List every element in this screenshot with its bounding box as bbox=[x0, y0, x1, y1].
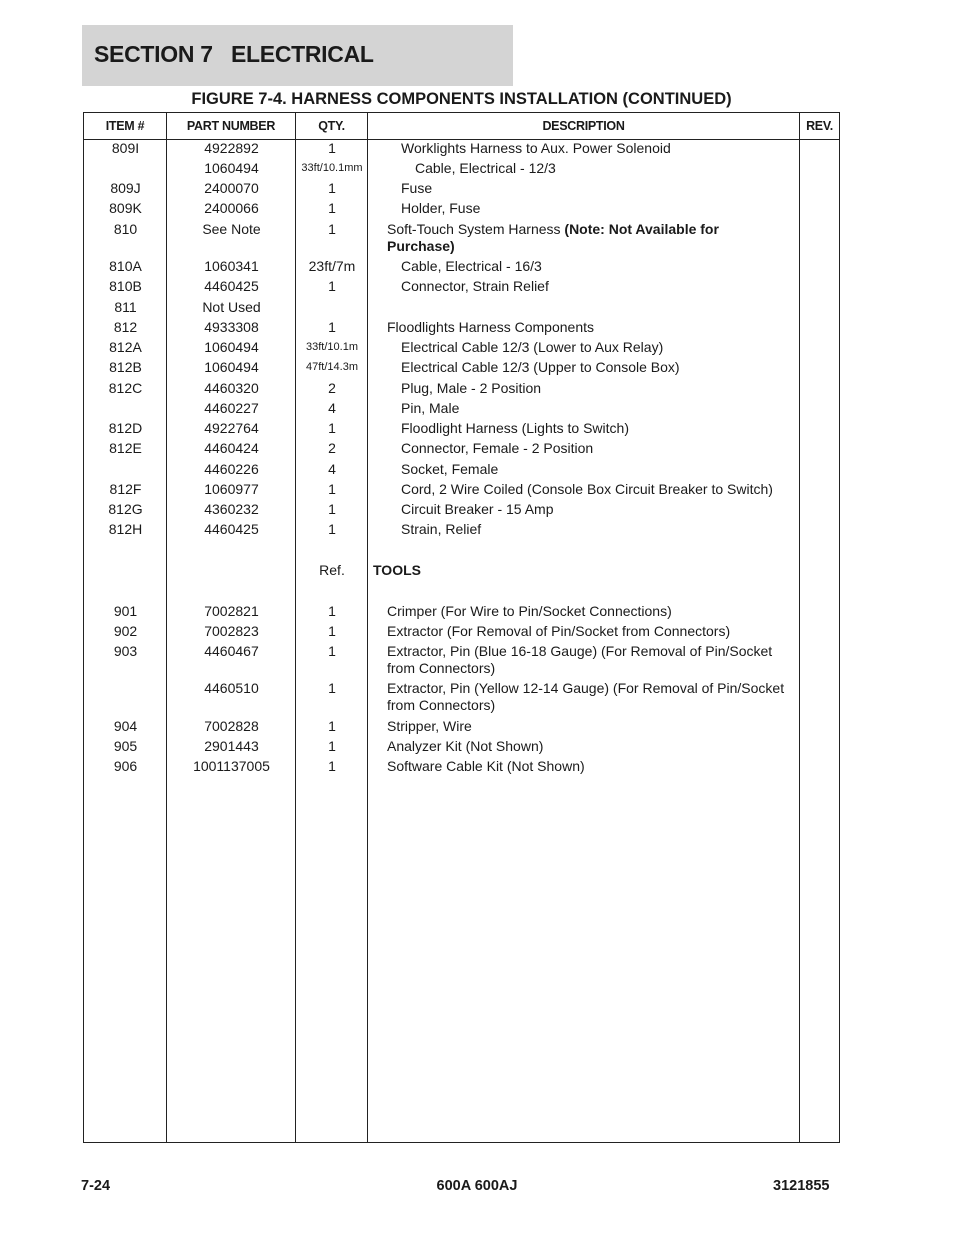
quantity: 33ft/10.1m bbox=[306, 341, 358, 353]
part-number: 4460227 bbox=[204, 400, 259, 416]
quantity: 1 bbox=[328, 420, 336, 436]
figure-title: FIGURE 7-4. HARNESS COMPONENTS INSTALLATION (CONTINUED) bbox=[191, 90, 732, 108]
item-number: 904 bbox=[113, 718, 138, 734]
item-number: 812G bbox=[108, 501, 143, 517]
item-number: 906 bbox=[113, 758, 138, 774]
part-number: See Note bbox=[202, 221, 261, 237]
quantity: 2 bbox=[328, 380, 336, 396]
page-number: 7-24 bbox=[81, 1178, 111, 1194]
quantity: 2 bbox=[328, 440, 336, 456]
description: Circuit Breaker - 15 Amp bbox=[401, 501, 554, 517]
part-number: 4933308 bbox=[204, 319, 259, 335]
part-number: 1060494 bbox=[204, 160, 259, 176]
item-number: 812 bbox=[113, 319, 138, 335]
quantity: 4 bbox=[328, 461, 336, 477]
description: Pin, Male bbox=[401, 400, 460, 416]
quantity: Ref. bbox=[319, 562, 345, 578]
part-number: 1060494 bbox=[204, 359, 259, 375]
part-number: 1060341 bbox=[204, 258, 259, 274]
quantity: 1 bbox=[328, 501, 336, 517]
item-number: 810B bbox=[109, 278, 142, 294]
description: Socket, Female bbox=[401, 461, 499, 477]
quantity: 1 bbox=[328, 200, 336, 216]
part-number: 4460320 bbox=[204, 380, 259, 396]
description: Holder, Fuse bbox=[401, 200, 481, 216]
header-item: ITEM # bbox=[105, 119, 145, 133]
description: Extractor, Pin (Yellow 12-14 Gauge) (For Removal of Pin/Socket from Connectors) bbox=[387, 680, 785, 713]
part-number: 4360232 bbox=[204, 501, 259, 517]
part-number: 4460424 bbox=[204, 440, 259, 456]
description: Stripper, Wire bbox=[387, 718, 472, 734]
item-number: 902 bbox=[113, 623, 138, 639]
description: Connector, Female - 2 Position bbox=[401, 440, 594, 456]
item-number: 809I bbox=[111, 140, 140, 156]
item-number: 901 bbox=[113, 603, 138, 619]
description: Fuse bbox=[401, 180, 433, 196]
header-part-number: PART NUMBER bbox=[186, 119, 276, 133]
quantity: 1 bbox=[328, 180, 336, 196]
part-number: 4460226 bbox=[204, 461, 259, 477]
description: Extractor, Pin (Blue 16-18 Gauge) (For Removal of Pin/Socket from Connectors) bbox=[387, 643, 773, 676]
part-number: 1060494 bbox=[204, 339, 259, 355]
document-number: 3121855 bbox=[773, 1178, 830, 1194]
part-number: 4460425 bbox=[204, 521, 259, 537]
description: Worklights Harness to Aux. Power Solenoid bbox=[401, 140, 671, 156]
description-text: Soft-Touch System Harness bbox=[387, 221, 565, 237]
item-number: 810 bbox=[113, 221, 138, 237]
quantity: 1 bbox=[328, 278, 336, 294]
quantity: 1 bbox=[328, 738, 336, 754]
part-number: 2901443 bbox=[204, 738, 259, 754]
part-number: 1060977 bbox=[204, 481, 259, 497]
quantity: 47ft/14.3m bbox=[306, 361, 358, 373]
description: Electrical Cable 12/3 (Upper to Console Box) bbox=[401, 359, 680, 375]
section-title: SECTION 7 ELECTRICAL bbox=[94, 41, 374, 67]
item-number: 811 bbox=[114, 299, 137, 315]
availability-note: (Note: Not Available for Purchase) bbox=[387, 221, 719, 254]
part-number: 4922764 bbox=[204, 420, 259, 436]
header-rev: REV. bbox=[806, 119, 833, 133]
item-number: 812E bbox=[109, 440, 142, 456]
header-qty: QTY. bbox=[318, 119, 345, 133]
description: Connector, Strain Relief bbox=[401, 278, 549, 294]
quantity: 1 bbox=[328, 521, 336, 537]
tools-heading: TOOLS bbox=[373, 562, 421, 578]
quantity: 1 bbox=[328, 481, 336, 497]
item-number: 905 bbox=[113, 738, 138, 754]
description bbox=[369, 221, 787, 255]
quantity: 1 bbox=[328, 623, 336, 639]
part-number: 4460510 bbox=[204, 680, 259, 696]
quantity: 1 bbox=[328, 643, 336, 659]
item-number: 810A bbox=[109, 258, 142, 274]
quantity: 1 bbox=[328, 758, 336, 774]
item-number: 812A bbox=[109, 339, 142, 355]
quantity: 4 bbox=[328, 400, 336, 416]
description: Electrical Cable 12/3 (Lower to Aux Relay) bbox=[401, 339, 664, 355]
item-number: 812C bbox=[108, 380, 143, 396]
part-number: 4460425 bbox=[204, 278, 259, 294]
model-number: 600A 600AJ bbox=[436, 1178, 518, 1194]
description: Cable, Electrical - 16/3 bbox=[401, 258, 542, 274]
quantity: 23ft/7m bbox=[308, 258, 356, 274]
item-number: 809K bbox=[109, 200, 142, 216]
item-number: 812D bbox=[108, 420, 143, 436]
quantity: 1 bbox=[328, 603, 336, 619]
part-number: 7002828 bbox=[204, 718, 259, 734]
parts-table bbox=[83, 112, 840, 1143]
part-number: 7002821 bbox=[204, 603, 259, 619]
description: Crimper (For Wire to Pin/Socket Connections) bbox=[387, 603, 672, 619]
description: Plug, Male - 2 Position bbox=[401, 380, 542, 396]
description: Extractor (For Removal of Pin/Socket from Connectors) bbox=[387, 623, 731, 639]
item-number: 903 bbox=[113, 643, 138, 659]
quantity: 33ft/10.1mm bbox=[301, 162, 363, 174]
description: Floodlights Harness Components bbox=[387, 319, 594, 335]
description: Cable, Electrical - 12/3 bbox=[415, 160, 556, 176]
quantity: 1 bbox=[328, 319, 336, 335]
part-number: 2400070 bbox=[204, 180, 259, 196]
description: Floodlight Harness (Lights to Switch) bbox=[401, 420, 629, 436]
item-number: 812B bbox=[109, 359, 142, 375]
part-number: 4460467 bbox=[204, 643, 259, 659]
description: Analyzer Kit (Not Shown) bbox=[387, 738, 544, 754]
quantity: 1 bbox=[328, 140, 336, 156]
part-number: 2400066 bbox=[204, 200, 259, 216]
part-number: 4922892 bbox=[204, 140, 259, 156]
quantity: 1 bbox=[328, 221, 336, 237]
quantity: 1 bbox=[328, 680, 336, 696]
part-number: 7002823 bbox=[204, 623, 259, 639]
part-number: Not Used bbox=[202, 299, 261, 315]
part-number: 1001137005 bbox=[193, 758, 270, 774]
header-description: DESCRIPTION bbox=[542, 119, 625, 133]
description: Cord, 2 Wire Coiled (Console Box Circuit Breaker to Switch) bbox=[401, 481, 773, 497]
quantity: 1 bbox=[328, 718, 336, 734]
description: Software Cable Kit (Not Shown) bbox=[387, 758, 585, 774]
item-number: 812F bbox=[109, 481, 142, 497]
item-number: 812H bbox=[108, 521, 143, 537]
item-number: 809J bbox=[110, 180, 141, 196]
section-banner bbox=[82, 25, 513, 86]
description: Strain, Relief bbox=[401, 521, 482, 537]
